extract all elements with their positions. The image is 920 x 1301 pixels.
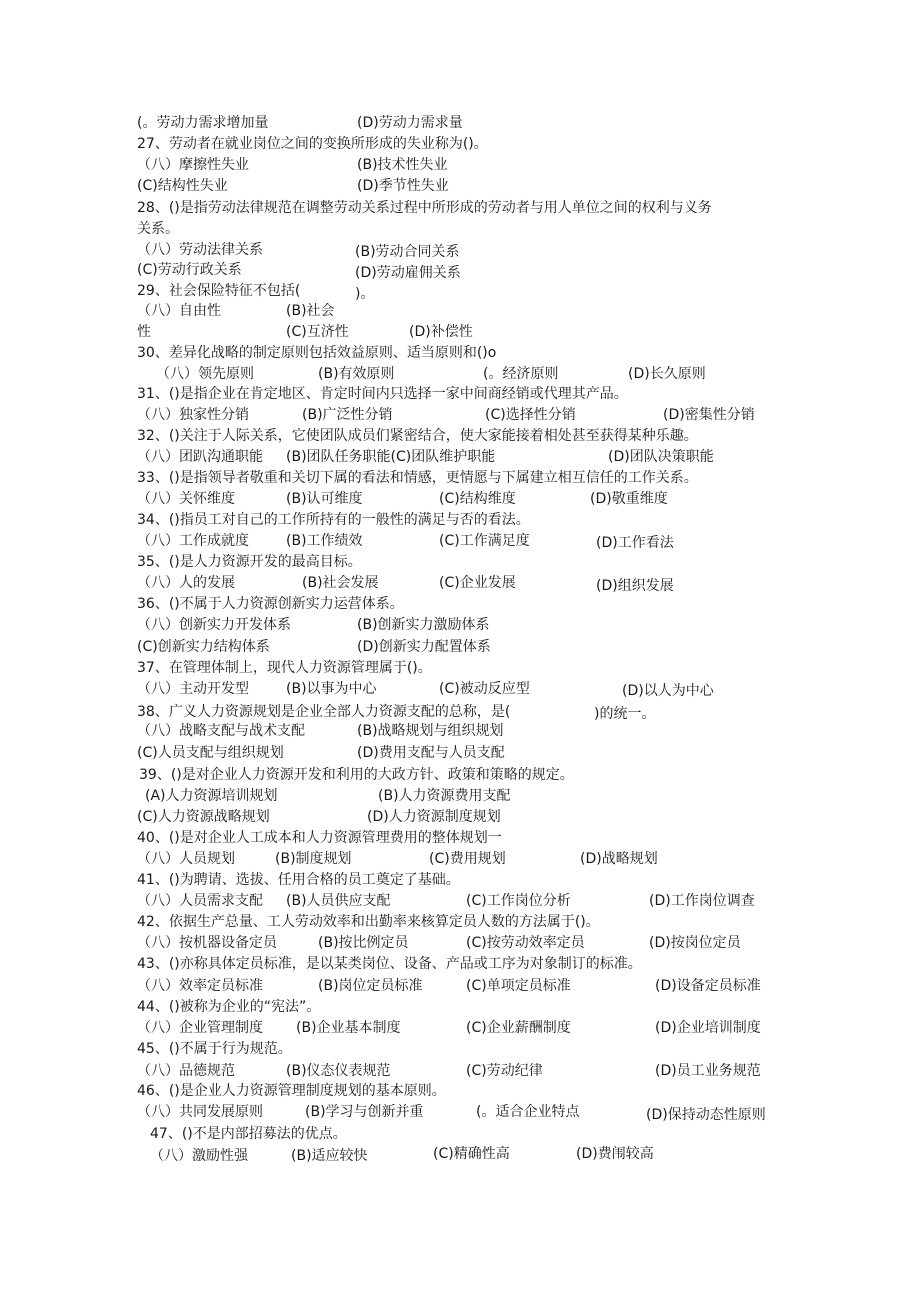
question-option: (D)保持动态性原则 bbox=[646, 1107, 766, 1123]
question-option-continued: 性 bbox=[137, 324, 151, 340]
question-option: （八）战略支配与战术支配 bbox=[137, 723, 305, 739]
question-option: (D)设备定员标准 bbox=[655, 978, 761, 994]
question-stem: 46、()是企业人力资源管理制度规划的基本原则。 bbox=[137, 1083, 446, 1099]
question-option: (C)结构维度 bbox=[439, 491, 516, 507]
question-stem: 29、社会保险特征不包括( bbox=[137, 283, 301, 299]
question-option: (D)敬重维度 bbox=[590, 491, 668, 507]
question-option: （八）劳动法律关系 bbox=[137, 242, 263, 258]
question-option: （八）企业管理制度 bbox=[137, 1020, 263, 1036]
question-option: （八）独家性分销 bbox=[137, 407, 249, 423]
question-option: （八）工作成就度 bbox=[137, 533, 249, 549]
question-option: (B)广泛性分销 bbox=[302, 407, 393, 423]
question-option: (D)组织发展 bbox=[596, 578, 674, 594]
question-option: (B)人力资源费用支配 bbox=[378, 788, 511, 804]
question-option: （八）人员需求支配 bbox=[137, 893, 263, 909]
question-option: (D)费闱较高 bbox=[576, 1146, 654, 1162]
question-option: (D)员工业务规范 bbox=[655, 1063, 761, 1079]
question-option: (C)人员支配与组织规划 bbox=[137, 745, 284, 761]
question-option: （八）激励性强 bbox=[150, 1148, 248, 1164]
question-option: (C)被动反应型 bbox=[439, 681, 530, 697]
question-option: (B)按比例定员 bbox=[318, 935, 409, 951]
question-stem: 45、()不属于行为规范。 bbox=[137, 1041, 292, 1057]
question-option: (B)以事为中心 bbox=[286, 681, 377, 697]
question-option: (D)按岗位定员 bbox=[649, 935, 741, 951]
question-option: (B)团队任务职能(C)团队维护职能 bbox=[286, 449, 496, 465]
question-stem: 32、()关注于人际关系，它使团队成员们紧密结合，使大家能接着相处甚至获得某种乐趣。 bbox=[137, 428, 698, 444]
question-option: (C)工作满足度 bbox=[439, 533, 530, 549]
question-option: （八）摩擦性失业 bbox=[137, 157, 249, 173]
question-option: (C)结构性失业 bbox=[137, 178, 228, 194]
question-option: （八）主动开发型 bbox=[137, 681, 249, 697]
question-option: (D)季节性失业 bbox=[357, 178, 449, 194]
question-option: (C)精确性高 bbox=[433, 1146, 510, 1162]
question-stem-continued: 关系。 bbox=[137, 221, 179, 237]
question-option: （八）效率定员标准 bbox=[137, 978, 263, 994]
question-stem-continued: )的统一。 bbox=[594, 706, 656, 722]
question-option: (B)创新实力激励体系 bbox=[357, 617, 490, 633]
question-stem: 35、()是人力资源开发的最高目标。 bbox=[137, 554, 362, 570]
question-option: (D)长久原则 bbox=[628, 366, 706, 382]
question-stem: 30、差异化战略的制定原则包括效益原则、适当原则和()o bbox=[137, 345, 497, 361]
question-option: (B)人员供应支配 bbox=[286, 893, 391, 909]
question-stem: 40、()是对企业人工成本和人力资源管理费用的整体规划一 bbox=[137, 830, 502, 846]
question-option: (D)以人为中心 bbox=[622, 683, 714, 699]
question-option: (C)按劳动效率定员 bbox=[466, 935, 585, 951]
question-option: (B)制度规划 bbox=[275, 851, 352, 867]
question-option: (B)有效原则 bbox=[318, 366, 395, 382]
question-option: （八）创新实力开发体系 bbox=[137, 617, 291, 633]
question-stem: 38、广义人力资源规划是企业全部人力资源支配的总称，是( bbox=[137, 704, 511, 720]
question-stem: 36、()不属于人力资源创新实力运营体系。 bbox=[137, 596, 404, 612]
question-option: (D)团队决策职能 bbox=[608, 449, 714, 465]
question-option: (。劳动力需求增加量 bbox=[137, 115, 269, 131]
question-option: (。适合企业特点 bbox=[476, 1104, 580, 1120]
question-option: (D)工作岗位调查 bbox=[649, 893, 755, 909]
question-option: (B)技术性失业 bbox=[357, 157, 448, 173]
question-stem: 41、()为聘请、选拔、任用合格的员工奠定了基础。 bbox=[137, 872, 460, 888]
question-option: (C)工作岗位分析 bbox=[466, 893, 571, 909]
question-option: (C)费用规划 bbox=[429, 851, 506, 867]
question-stem: 33、()是指领导者敬重和关切下属的看法和情感，更情愿与下属建立相互信任的工作关系。 bbox=[137, 470, 698, 486]
question-option: (B)仪态仪表规范 bbox=[286, 1063, 391, 1079]
question-option: （八）人员规划 bbox=[137, 851, 235, 867]
question-option: （八）关怀维度 bbox=[137, 491, 235, 507]
question-stem: 47、()不是内部招募法的优点。 bbox=[150, 1126, 347, 1142]
question-stem: 31、()是指企业在肯定地区、肯定时间内只选择一家中间商经销或代理其产品。 bbox=[137, 386, 628, 402]
question-option: (D)补偿性 bbox=[409, 324, 473, 340]
question-option: (D)工作看法 bbox=[596, 535, 674, 551]
question-option: (D)企业培训制度 bbox=[655, 1020, 761, 1036]
question-option: (C)劳动行政关系 bbox=[137, 262, 242, 278]
question-stem: 43、()亦称具体定员标准，是以某类岗位、设备、产品或工序为对象制订的标准。 bbox=[137, 956, 642, 972]
question-option: (D)战略规划 bbox=[580, 851, 658, 867]
question-option: (C)选择性分销 bbox=[485, 407, 576, 423]
question-option: (B)适应较快 bbox=[291, 1148, 368, 1164]
question-option: (B)社会发展 bbox=[302, 575, 379, 591]
question-option: （八）领先原则 bbox=[156, 366, 254, 382]
question-option: (C)互济性 bbox=[286, 324, 349, 340]
question-stem: 42、依据生产总量、工人劳动效率和出勤率来核算定员人数的方法属于()。 bbox=[137, 914, 600, 930]
question-option: （八）按机器设备定员 bbox=[137, 935, 277, 951]
question-option: (C)人力资源战略规划 bbox=[137, 809, 270, 825]
question-option: (B)岗位定员标准 bbox=[318, 978, 423, 994]
question-option: (C)劳动纪律 bbox=[466, 1063, 543, 1079]
question-option: （八）人的发展 bbox=[137, 575, 235, 591]
question-stem: 37、在管理体制上，现代人力资源管理属于()。 bbox=[137, 660, 432, 676]
question-stem: 39、()是对企业人力资源开发和利用的大政方针、政策和策略的规定。 bbox=[139, 767, 574, 783]
question-option: (A)人力资源培训规划 bbox=[145, 788, 278, 804]
question-option: (C)单项定员标准 bbox=[466, 978, 571, 994]
question-option: （八）共同发展原则 bbox=[137, 1104, 263, 1120]
question-option: (D)密集性分销 bbox=[663, 407, 755, 423]
question-option: (B)战略规划与组织规划 bbox=[357, 723, 504, 739]
question-option: (B)社会 bbox=[286, 303, 335, 319]
question-option: (B)学习与创新并重 bbox=[305, 1104, 424, 1120]
question-option: （八）品德规范 bbox=[137, 1063, 235, 1079]
question-option: (C)创新实力结构体系 bbox=[137, 639, 270, 655]
question-option: (B)企业基本制度 bbox=[296, 1020, 401, 1036]
question-option: (B)劳动合同关系 bbox=[355, 244, 460, 260]
question-option: (D)创新实力配置体系 bbox=[357, 639, 491, 655]
question-option: (B)工作绩效 bbox=[286, 533, 363, 549]
question-option: (D)人力资源制度规划 bbox=[367, 809, 501, 825]
question-stem: 44、()被称为企业的“宪法”。 bbox=[137, 999, 321, 1015]
question-option: (D)劳动雇佣关系 bbox=[355, 265, 461, 281]
question-option: （八）自由性 bbox=[137, 303, 221, 319]
question-option: (C)企业发展 bbox=[439, 575, 516, 591]
question-option: (C)企业薪酬制度 bbox=[466, 1020, 571, 1036]
question-option: (。经济原则 bbox=[483, 366, 559, 382]
question-stem: 34、()指员工对自己的工作所持有的一般性的满足与否的看法。 bbox=[137, 512, 530, 528]
question-option: （八）团趴沟通职能 bbox=[137, 449, 263, 465]
question-option: (D)劳动力需求量 bbox=[357, 115, 463, 131]
question-stem: 27、劳动者在就业岗位之间的变换所形成的失业称为()。 bbox=[137, 136, 488, 152]
question-option: (D)费用支配与人员支配 bbox=[357, 745, 505, 761]
question-option: (B)认可维度 bbox=[286, 491, 363, 507]
question-stem-continued: )。 bbox=[355, 286, 375, 302]
question-stem: 28、()是指劳动法律规范在调整劳动关系过程中所形成的劳动者与用人单位之间的权利与义务 bbox=[137, 200, 712, 216]
